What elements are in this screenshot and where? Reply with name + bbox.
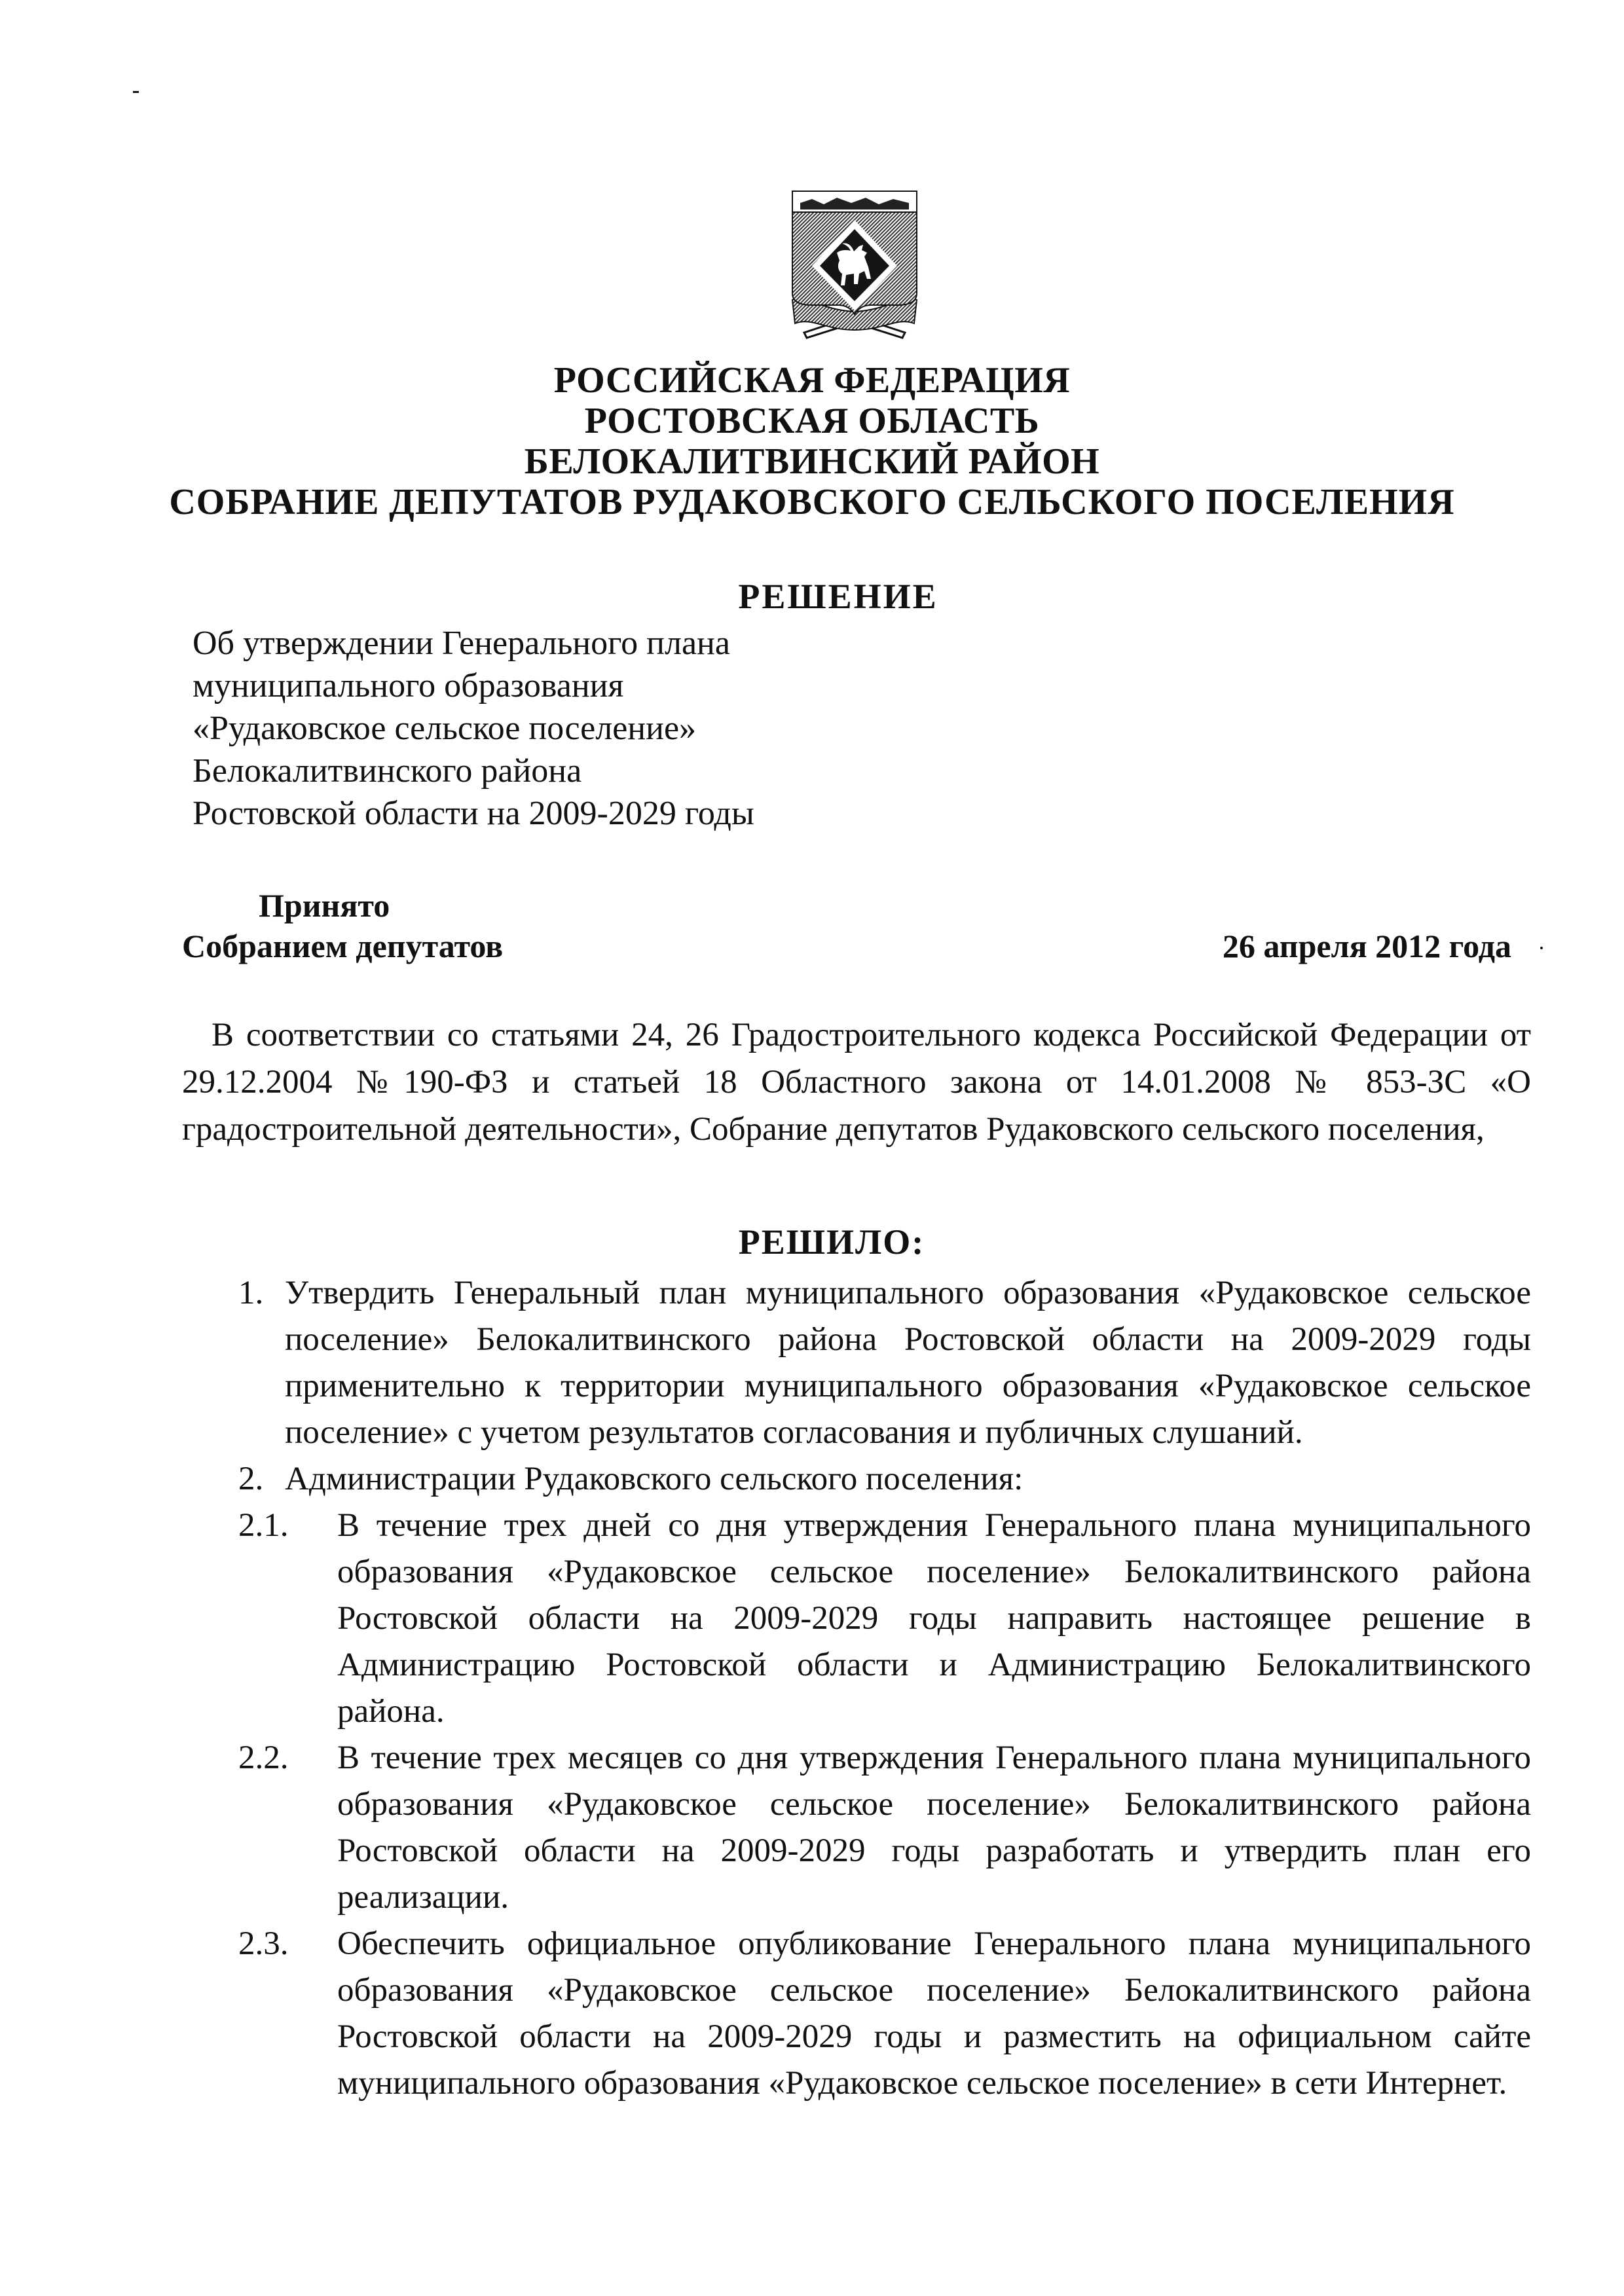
preamble-text: В соответствии со статьями 24, 26 Градостроительного кодекса Российской Федерации от 29.12.2004 №190-ФЗ и статьей 18 Областного закона от 14.01.2008 № 853-ЗС «О градостроительной деятельности», Собрание депутатов Рудаковского сельского поселения,	[182, 1017, 1531, 1148]
decision-item-2-3	[0, 1921, 1624, 2107]
coat-of-arms-icon	[786, 169, 923, 340]
decision-item-2-1	[0, 1503, 1624, 1735]
subject-line: Об утверждении Генерального плана	[193, 625, 730, 662]
adopted-label: Принято	[259, 887, 390, 924]
header-region: РОСТОВСКАЯ ОБЛАСТЬ	[584, 401, 1040, 441]
item-text: В течение трех дней со дня утверждения Генерального плана муниципального образования «Рудаковское сельское поселение» Белокалитвинского района Ростовской области на 2009-2029 годы направить настоящее решение в Администрацию Ростовской области и Администрацию Белокалитвинского района.	[337, 1507, 1531, 1730]
header-country: РОССИЙСКАЯ ФЕДЕРАЦИЯ	[553, 360, 1071, 401]
adoption-block	[182, 885, 1531, 966]
item-number: 2.	[238, 1461, 264, 1497]
subject-line: Ростовской области на 2009-2029 годы	[193, 795, 754, 832]
header-assembly: СОБРАНИЕ ДЕПУТАТОВ РУДАКОВСКОГО СЕЛЬСКОГО ПОСЕЛЕНИЯ	[169, 482, 1455, 522]
decision-item-2	[0, 1456, 1624, 1503]
item-number: 2.2.	[238, 1740, 289, 1776]
document-type-title: РЕШЕНИЕ	[738, 577, 938, 616]
item-text: Администрации Рудаковского сельского поселения:	[285, 1461, 1024, 1497]
decided-title: РЕШИЛО:	[738, 1222, 925, 1262]
decision-item-1	[0, 1270, 1624, 1456]
scan-artifact-dash	[133, 91, 139, 93]
document-subject	[193, 622, 754, 835]
adoption-date: 26 апреля 2012 года	[1222, 928, 1511, 964]
item-number: 1.	[238, 1275, 264, 1311]
scan-artifact-dot	[1540, 947, 1543, 949]
item-text: Обеспечить официальное опубликование Генерального плана муниципального образования «Рудаковское сельское поселение» Белокалитвинского района Ростовской области на 2009-2029 годы и разместить на официальном сайте муниципального образования «Рудаковское сельское поселение» в сети Интернет.	[337, 1925, 1531, 2102]
item-text: Утвердить Генеральный план муниципального образования «Рудаковское сельское поселение» Белокалитвинского района Ростовской области на 2009-2029 годы применительно к территории муниципального образования «Рудаковское сельское поселение» с учетом результатов согласования и публичных слушаний.	[285, 1275, 1531, 1451]
item-text: В течение трех месяцев со дня утверждения Генерального плана муниципального образования «Рудаковское сельское поселение» Белокалитвинского района Ростовской области на 2009-2029 годы разработать и утвердить план его реализации.	[337, 1740, 1531, 1916]
item-number: 2.3.	[238, 1925, 289, 1962]
subject-line: «Рудаковское сельское поселение»	[193, 710, 697, 747]
preamble-paragraph	[182, 1011, 1531, 1153]
subject-line: муниципального образования	[193, 667, 624, 704]
decision-items	[0, 1270, 1624, 2107]
issuing-authority-header	[0, 360, 1624, 522]
decision-item-2-2	[0, 1735, 1624, 1921]
header-district: БЕЛОКАЛИТВИНСКИЙ РАЙОН	[524, 441, 1100, 482]
item-number: 2.1.	[238, 1507, 289, 1544]
subject-line: Белокалитвинского района	[193, 752, 582, 790]
adopted-by-label: Собранием депутатов	[182, 928, 504, 964]
